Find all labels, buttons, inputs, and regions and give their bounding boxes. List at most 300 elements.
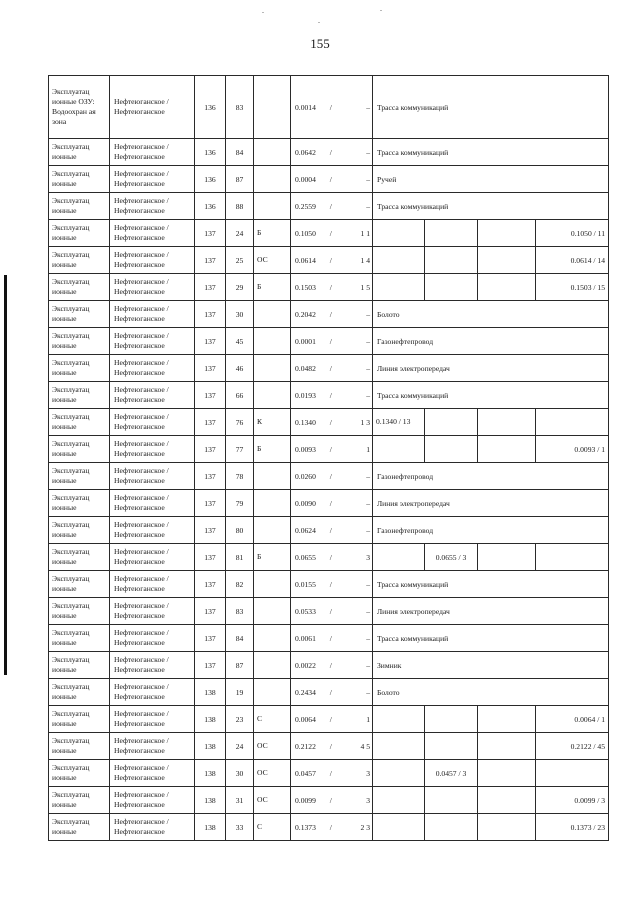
breakdown-cell-3 <box>478 409 536 436</box>
forestry-cell: Нефтеюганское / Нефтеюганское <box>110 652 195 679</box>
area-cell <box>291 139 373 166</box>
table-row <box>49 193 609 220</box>
forestry-cell: Нефтеюганское / Нефтеюганское <box>110 571 195 598</box>
forestry-cell: Нефтеюганское / Нефтеюганское <box>110 166 195 193</box>
note-cell: Газонефтепровод <box>373 517 609 544</box>
table-row <box>49 517 609 544</box>
table-row <box>49 355 609 382</box>
group-cell <box>254 328 291 355</box>
area-suffix: – <box>366 633 370 643</box>
group-cell <box>254 625 291 652</box>
area-suffix: – <box>366 201 370 211</box>
quarter-cell: 137 <box>195 409 226 436</box>
note-cell: Ручей <box>373 166 609 193</box>
area-separator: / <box>329 174 332 184</box>
forestry-cell: Нефтеюганское / Нефтеюганское <box>110 436 195 463</box>
group-cell <box>254 139 291 166</box>
area-suffix: 4 5 <box>360 741 370 751</box>
land-category-cell: Эксплуатац ионные <box>49 544 110 571</box>
breakdown-cell-1 <box>373 220 425 247</box>
breakdown-cell-2 <box>425 814 478 841</box>
area-cell <box>291 814 373 841</box>
forestry-cell: Нефтеюганское / Нефтеюганское <box>110 382 195 409</box>
area-value: 0.0642 <box>295 147 316 157</box>
table-row <box>49 382 609 409</box>
area-value: 0.0004 <box>295 174 316 184</box>
area-suffix: – <box>366 309 370 319</box>
area-value: 0.2434 <box>295 687 316 697</box>
land-category-cell: Эксплуатац ионные <box>49 301 110 328</box>
area-suffix: 1 <box>366 444 370 454</box>
area-cell <box>291 598 373 625</box>
table-row <box>49 166 609 193</box>
land-category-cell: Эксплуатац ионные <box>49 760 110 787</box>
quarter-cell: 137 <box>195 544 226 571</box>
area-separator: / <box>329 795 332 805</box>
breakdown-cell-2 <box>425 706 478 733</box>
breakdown-cell-1 <box>373 787 425 814</box>
forestry-cell: Нефтеюганское / Нефтеюганское <box>110 787 195 814</box>
forestry-cell: Нефтеюганское / Нефтеюганское <box>110 760 195 787</box>
land-category-cell: Эксплуатац ионные <box>49 382 110 409</box>
breakdown-cell-1 <box>373 274 425 301</box>
land-category-cell: Эксплуатац ионные <box>49 517 110 544</box>
land-category-cell: Эксплуатац ионные <box>49 355 110 382</box>
page-number: 155 <box>310 36 330 51</box>
note-cell: Трасса коммуникаций <box>373 193 609 220</box>
quarter-cell: 137 <box>195 571 226 598</box>
area-value: 0.0155 <box>295 579 316 589</box>
area-value: 0.1373 <box>295 822 316 832</box>
area-value: 0.0093 <box>295 444 316 454</box>
note-cell: Трасса коммуникаций <box>373 76 609 139</box>
area-cell <box>291 652 373 679</box>
area-value: 0.1503 <box>295 282 316 292</box>
area-cell <box>291 382 373 409</box>
forestry-cell: Нефтеюганское / Нефтеюганское <box>110 247 195 274</box>
area-cell <box>291 544 373 571</box>
plot-cell: 87 <box>226 166 254 193</box>
group-cell <box>254 382 291 409</box>
quarter-cell: 137 <box>195 220 226 247</box>
land-category-cell: Эксплуатац ионные <box>49 247 110 274</box>
table-row <box>49 274 609 301</box>
breakdown-cell-4: 0.0093 / 1 <box>536 436 609 463</box>
scan-speck <box>262 12 264 13</box>
breakdown-cell-1 <box>373 247 425 274</box>
breakdown-cell-2 <box>425 409 478 436</box>
area-separator: / <box>329 336 332 346</box>
group-cell: К <box>254 409 291 436</box>
plot-cell: 66 <box>226 382 254 409</box>
plot-cell: 24 <box>226 733 254 760</box>
quarter-cell: 138 <box>195 679 226 706</box>
area-suffix: 1 1 <box>360 228 370 238</box>
area-suffix: – <box>366 660 370 670</box>
group-cell: ОС <box>254 760 291 787</box>
area-suffix: 2 3 <box>360 822 370 832</box>
note-cell: Линия электропередач <box>373 490 609 517</box>
table-row <box>49 571 609 598</box>
area-separator: / <box>329 102 332 112</box>
forestry-cell: Нефтеюганское / Нефтеюганское <box>110 490 195 517</box>
breakdown-cell-1 <box>373 760 425 787</box>
area-value: 0.0090 <box>295 498 316 508</box>
plot-cell: 81 <box>226 544 254 571</box>
note-cell: Зимник <box>373 652 609 679</box>
land-category-cell: Эксплуатац ионные <box>49 220 110 247</box>
plot-cell: 30 <box>226 301 254 328</box>
land-category-cell: Эксплуатац ионные <box>49 679 110 706</box>
group-cell: С <box>254 814 291 841</box>
area-suffix: 1 <box>366 714 370 724</box>
area-separator: / <box>329 687 332 697</box>
group-cell <box>254 517 291 544</box>
breakdown-cell-4 <box>536 409 609 436</box>
table-row <box>49 787 609 814</box>
group-cell <box>254 652 291 679</box>
area-cell <box>291 355 373 382</box>
area-suffix: – <box>366 498 370 508</box>
table-row <box>49 139 609 166</box>
breakdown-cell-4: 0.2122 / 45 <box>536 733 609 760</box>
area-separator: / <box>329 660 332 670</box>
area-cell <box>291 490 373 517</box>
land-category-cell: Эксплуатац ионные <box>49 706 110 733</box>
area-cell <box>291 787 373 814</box>
area-separator: / <box>329 147 332 157</box>
group-cell: С <box>254 706 291 733</box>
area-separator: / <box>329 579 332 589</box>
breakdown-cell-4: 0.0614 / 14 <box>536 247 609 274</box>
forestry-cell: Нефтеюганское / Нефтеюганское <box>110 625 195 652</box>
plot-cell: 84 <box>226 139 254 166</box>
area-cell <box>291 733 373 760</box>
table-row <box>49 247 609 274</box>
table-row <box>49 76 609 139</box>
table-row <box>49 490 609 517</box>
table-row <box>49 598 609 625</box>
quarter-cell: 136 <box>195 76 226 139</box>
table-row <box>49 544 609 571</box>
group-cell <box>254 463 291 490</box>
forestry-cell: Нефтеюганское / Нефтеюганское <box>110 544 195 571</box>
area-separator: / <box>329 309 332 319</box>
quarter-cell: 136 <box>195 166 226 193</box>
area-cell <box>291 76 373 139</box>
quarter-cell: 137 <box>195 652 226 679</box>
quarter-cell: 137 <box>195 382 226 409</box>
area-suffix: 1 3 <box>360 417 370 427</box>
land-category-cell: Эксплуатац ионные <box>49 328 110 355</box>
forestry-cell: Нефтеюганское / Нефтеюганское <box>110 409 195 436</box>
quarter-cell: 137 <box>195 625 226 652</box>
group-cell <box>254 679 291 706</box>
area-value: 0.2042 <box>295 309 316 319</box>
quarter-cell: 137 <box>195 436 226 463</box>
breakdown-cell-2 <box>425 274 478 301</box>
breakdown-cell-2 <box>425 220 478 247</box>
breakdown-cell-2: 0.0655 / 3 <box>425 544 478 571</box>
area-value: 0.0022 <box>295 660 316 670</box>
area-separator: / <box>329 606 332 616</box>
plot-cell: 84 <box>226 625 254 652</box>
table-row <box>49 625 609 652</box>
forestry-cell: Нефтеюганское / Нефтеюганское <box>110 355 195 382</box>
area-cell <box>291 436 373 463</box>
area-value: 0.0614 <box>295 255 316 265</box>
group-cell: Б <box>254 274 291 301</box>
area-separator: / <box>329 417 332 427</box>
area-suffix: – <box>366 174 370 184</box>
land-category-cell: Эксплуатац ионные <box>49 733 110 760</box>
area-separator: / <box>329 498 332 508</box>
forestry-cell: Нефтеюганское / Нефтеюганское <box>110 301 195 328</box>
group-cell: ОС <box>254 247 291 274</box>
land-category-cell: Эксплуатац ионные <box>49 598 110 625</box>
area-separator: / <box>329 255 332 265</box>
table-row <box>49 436 609 463</box>
plot-cell: 87 <box>226 652 254 679</box>
forestry-cell: Нефтеюганское / Нефтеюганское <box>110 274 195 301</box>
land-plots-table <box>48 75 609 841</box>
quarter-cell: 138 <box>195 760 226 787</box>
quarter-cell: 137 <box>195 355 226 382</box>
land-category-cell: Эксплуатац ионные <box>49 274 110 301</box>
area-cell <box>291 679 373 706</box>
quarter-cell: 138 <box>195 706 226 733</box>
area-cell <box>291 220 373 247</box>
plot-cell: 82 <box>226 571 254 598</box>
quarter-cell: 137 <box>195 328 226 355</box>
area-cell <box>291 517 373 544</box>
area-suffix: 1 4 <box>360 255 370 265</box>
group-cell: Б <box>254 436 291 463</box>
breakdown-cell-3 <box>478 247 536 274</box>
group-cell <box>254 598 291 625</box>
area-value: 0.0193 <box>295 390 316 400</box>
area-separator: / <box>329 363 332 373</box>
breakdown-cell-1: 0.1340 / 13 <box>373 409 425 436</box>
area-cell <box>291 301 373 328</box>
forestry-cell: Нефтеюганское / Нефтеюганское <box>110 679 195 706</box>
group-cell <box>254 355 291 382</box>
forestry-cell: Нефтеюганское / Нефтеюганское <box>110 139 195 166</box>
breakdown-cell-1 <box>373 544 425 571</box>
plot-cell: 25 <box>226 247 254 274</box>
area-cell <box>291 193 373 220</box>
scan-speck <box>380 10 382 11</box>
land-category-cell: Эксплуатац ионные <box>49 652 110 679</box>
area-value: 0.0014 <box>295 102 316 112</box>
breakdown-cell-1 <box>373 706 425 733</box>
breakdown-cell-3 <box>478 814 536 841</box>
area-separator: / <box>329 822 332 832</box>
note-cell: Линия электропередач <box>373 598 609 625</box>
plot-cell: 23 <box>226 706 254 733</box>
quarter-cell: 137 <box>195 301 226 328</box>
area-suffix: – <box>366 336 370 346</box>
area-separator: / <box>329 741 332 751</box>
breakdown-cell-3 <box>478 220 536 247</box>
land-category-cell: Эксплуатац ионные ОЗУ: Водоохран ая зона <box>49 76 110 139</box>
plot-cell: 83 <box>226 76 254 139</box>
land-category-cell: Эксплуатац ионные <box>49 139 110 166</box>
area-cell <box>291 274 373 301</box>
land-category-cell: Эксплуатац ионные <box>49 409 110 436</box>
breakdown-cell-1 <box>373 733 425 760</box>
forestry-cell: Нефтеюганское / Нефтеюганское <box>110 220 195 247</box>
area-suffix: – <box>366 525 370 535</box>
land-category-cell: Эксплуатац ионные <box>49 625 110 652</box>
area-suffix: – <box>366 579 370 589</box>
area-value: 0.1340 <box>295 417 316 427</box>
table-row <box>49 463 609 490</box>
area-value: 0.0457 <box>295 768 316 778</box>
area-suffix: 1 5 <box>360 282 370 292</box>
quarter-cell: 136 <box>195 139 226 166</box>
table-row <box>49 706 609 733</box>
plot-cell: 45 <box>226 328 254 355</box>
breakdown-cell-2 <box>425 247 478 274</box>
area-value: 0.0655 <box>295 552 316 562</box>
plot-cell: 33 <box>226 814 254 841</box>
table-row <box>49 301 609 328</box>
group-cell <box>254 193 291 220</box>
group-cell: Б <box>254 544 291 571</box>
area-value: 0.0533 <box>295 606 316 616</box>
table-row <box>49 220 609 247</box>
breakdown-cell-2 <box>425 733 478 760</box>
forestry-cell: Нефтеюганское / Нефтеюганское <box>110 76 195 139</box>
land-category-cell: Эксплуатац ионные <box>49 436 110 463</box>
area-cell <box>291 409 373 436</box>
land-category-cell: Эксплуатац ионные <box>49 463 110 490</box>
quarter-cell: 137 <box>195 274 226 301</box>
area-suffix: 3 <box>366 552 370 562</box>
area-separator: / <box>329 714 332 724</box>
plot-cell: 30 <box>226 760 254 787</box>
note-cell: Газонефтепровод <box>373 328 609 355</box>
breakdown-cell-3 <box>478 544 536 571</box>
area-suffix: – <box>366 147 370 157</box>
area-separator: / <box>329 201 332 211</box>
breakdown-cell-3 <box>478 787 536 814</box>
area-cell <box>291 166 373 193</box>
breakdown-cell-3 <box>478 733 536 760</box>
area-suffix: 3 <box>366 768 370 778</box>
area-value: 0.0482 <box>295 363 316 373</box>
plot-cell: 31 <box>226 787 254 814</box>
area-cell <box>291 328 373 355</box>
forestry-cell: Нефтеюганское / Нефтеюганское <box>110 517 195 544</box>
area-value: 0.0624 <box>295 525 316 535</box>
land-category-cell: Эксплуатац ионные <box>49 166 110 193</box>
table-row <box>49 760 609 787</box>
area-cell <box>291 625 373 652</box>
breakdown-cell-3 <box>478 706 536 733</box>
quarter-cell: 137 <box>195 247 226 274</box>
area-suffix: – <box>366 363 370 373</box>
forestry-cell: Нефтеюганское / Нефтеюганское <box>110 814 195 841</box>
group-cell <box>254 301 291 328</box>
breakdown-cell-4: 0.0064 / 1 <box>536 706 609 733</box>
area-cell <box>291 760 373 787</box>
area-separator: / <box>329 444 332 454</box>
note-cell: Болото <box>373 679 609 706</box>
breakdown-cell-4: 0.0099 / 3 <box>536 787 609 814</box>
plot-cell: 79 <box>226 490 254 517</box>
area-value: 0.1050 <box>295 228 316 238</box>
quarter-cell: 136 <box>195 193 226 220</box>
land-category-cell: Эксплуатац ионные <box>49 814 110 841</box>
area-value: 0.2122 <box>295 741 316 751</box>
table-row <box>49 814 609 841</box>
group-cell <box>254 490 291 517</box>
breakdown-cell-1 <box>373 814 425 841</box>
plot-cell: 76 <box>226 409 254 436</box>
breakdown-cell-4: 0.1503 / 15 <box>536 274 609 301</box>
plot-cell: 29 <box>226 274 254 301</box>
group-cell: ОС <box>254 787 291 814</box>
area-value: 0.2559 <box>295 201 316 211</box>
note-cell: Линия электропередач <box>373 355 609 382</box>
area-separator: / <box>329 390 332 400</box>
plot-cell: 46 <box>226 355 254 382</box>
quarter-cell: 138 <box>195 787 226 814</box>
area-cell <box>291 706 373 733</box>
group-cell: ОС <box>254 733 291 760</box>
area-suffix: – <box>366 102 370 112</box>
breakdown-cell-4: 0.1373 / 23 <box>536 814 609 841</box>
area-suffix: – <box>366 471 370 481</box>
area-value: 0.0099 <box>295 795 316 805</box>
quarter-cell: 138 <box>195 814 226 841</box>
quarter-cell: 138 <box>195 733 226 760</box>
area-cell <box>291 247 373 274</box>
note-cell: Газонефтепровод <box>373 463 609 490</box>
forestry-cell: Нефтеюганское / Нефтеюганское <box>110 193 195 220</box>
plot-cell: 24 <box>226 220 254 247</box>
breakdown-cell-4: 0.1050 / 11 <box>536 220 609 247</box>
area-cell <box>291 571 373 598</box>
plot-cell: 88 <box>226 193 254 220</box>
breakdown-cell-3 <box>478 274 536 301</box>
quarter-cell: 137 <box>195 598 226 625</box>
note-cell: Трасса коммуникаций <box>373 382 609 409</box>
table-row <box>49 679 609 706</box>
plot-cell: 77 <box>226 436 254 463</box>
breakdown-cell-2 <box>425 787 478 814</box>
area-separator: / <box>329 552 332 562</box>
table-row <box>49 733 609 760</box>
quarter-cell: 137 <box>195 490 226 517</box>
table-row <box>49 328 609 355</box>
breakdown-cell-2 <box>425 436 478 463</box>
note-cell: Болото <box>373 301 609 328</box>
area-separator: / <box>329 525 332 535</box>
forestry-cell: Нефтеюганское / Нефтеюганское <box>110 733 195 760</box>
area-value: 0.0001 <box>295 336 316 346</box>
plot-cell: 78 <box>226 463 254 490</box>
note-cell: Трасса коммуникаций <box>373 571 609 598</box>
area-value: 0.0064 <box>295 714 316 724</box>
area-cell <box>291 463 373 490</box>
land-category-cell: Эксплуатац ионные <box>49 787 110 814</box>
area-separator: / <box>329 228 332 238</box>
area-suffix: 3 <box>366 795 370 805</box>
quarter-cell: 137 <box>195 517 226 544</box>
